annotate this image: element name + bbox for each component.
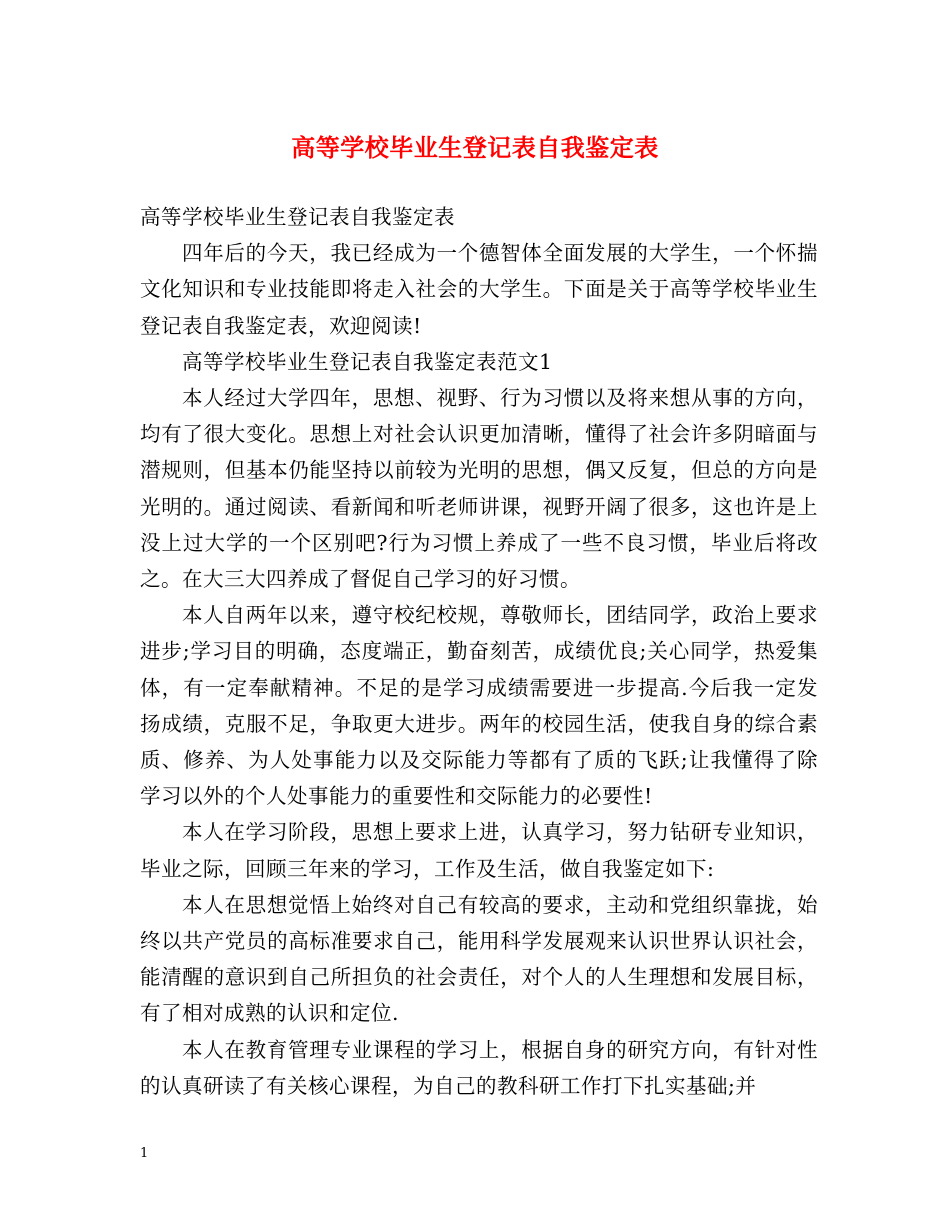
page-number: 1 bbox=[140, 1146, 149, 1161]
document-title: 高等学校毕业生登记表自我鉴定表 bbox=[291, 133, 659, 162]
paragraph-body-2: 本人自两年以来，遵守校纪校规，尊敬师长，团结同学，政治上要求进步;学习目的明确，态度端正，勤奋刻苦，成绩优良;关心同学，热爱集体，有一定奉献精神。不足的是学习成绩需要进一步提高.今后我一定发扬成绩，克服不足，争取更大进步。两年的校园生活，使我自身的综合素质、修养、为人处事能力以及交际能力等都有了质的飞跃;让我懂得了除学习以外的个人处事能力的重要性和交际能力的必要性! bbox=[140, 603, 818, 809]
paragraph-sample-heading: 高等学校毕业生登记表自我鉴定表范文1 bbox=[182, 349, 553, 374]
paragraph-body-4: 本人在思想觉悟上始终对自己有较高的要求，主动和党组织靠拢，始终以共产党员的高标准要求自己，能用科学发展观来认识世界认识社会，能清醒的意识到自己所担负的社会责任，对个人的人生理想和发展目标，有了相对成熟的认识和定位. bbox=[140, 892, 818, 1026]
paragraph-body-1: 本人经过大学四年，思想、视野、行为习惯以及将来想从事的方向，均有了很大变化。思想上对社会认识更加清晰，懂得了社会许多阴暗面与潜规则，但基本仍能坚持以前较为光明的思想，偶又反复，但总的方向是光明的。通过阅读、看新闻和听老师讲课，视野开阔了很多，这也许是上没上过大学的一个区别吧?行为习惯上养成了一些不良习惯，毕业后将改之。在大三大四养成了督促自己学习的好习惯。 bbox=[140, 386, 818, 592]
paragraph-body-5: 本人在教育管理专业课程的学习上，根据自身的研究方向，有针对性的认真研读了有关核心课程，为自己的教科研工作打下扎实基础;并 bbox=[140, 1037, 818, 1098]
paragraph-heading: 高等学校毕业生登记表自我鉴定表 bbox=[140, 205, 455, 229]
paragraph-body-3: 本人在学习阶段，思想上要求上进，认真学习，努力钻研专业知识，毕业之际，回顾三年来的学习，工作及生活，做自我鉴定如下: bbox=[140, 820, 818, 881]
paragraph-intro: 四年后的今天，我已经成为一个德智体全面发展的大学生，一个怀揣文化知识和专业技能即将走入社会的大学生。下面是关于高等学校毕业生登记表自我鉴定表，欢迎阅读! bbox=[140, 241, 818, 338]
document-body bbox=[140, 199, 818, 1104]
